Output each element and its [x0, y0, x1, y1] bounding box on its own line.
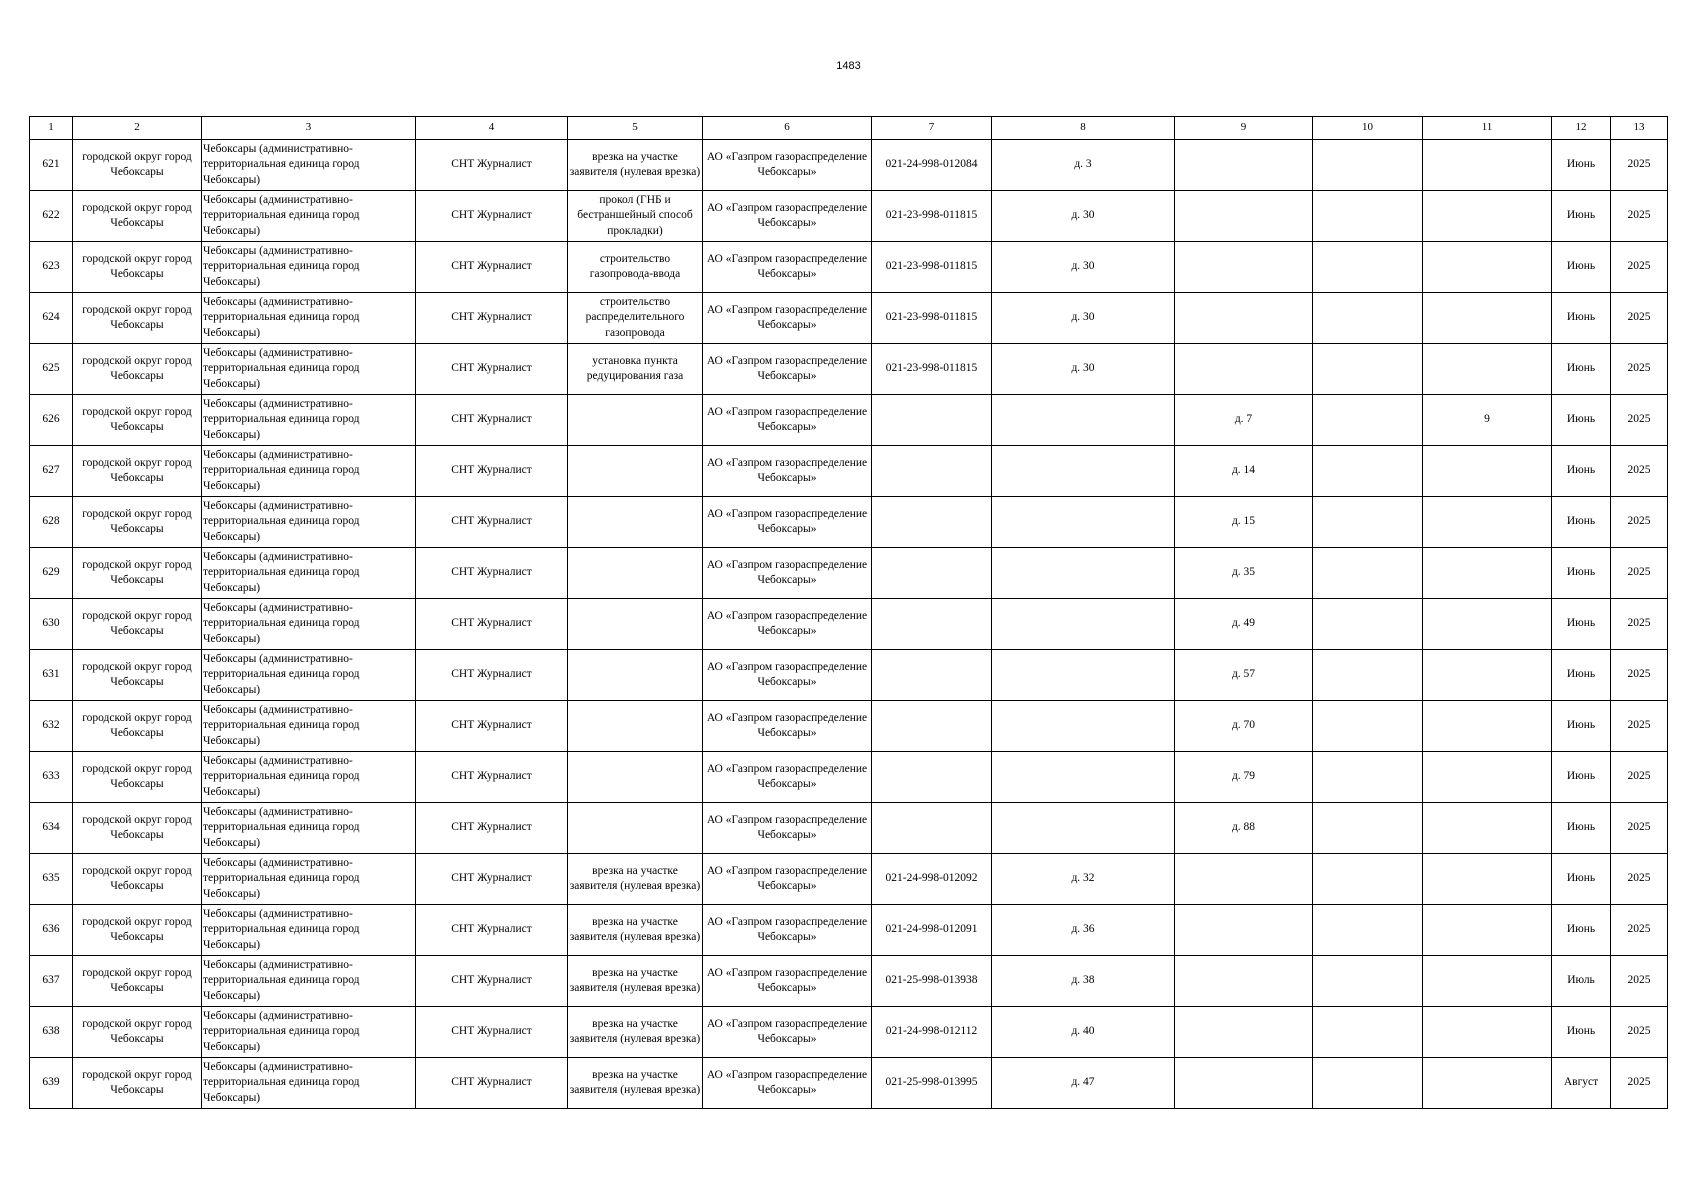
year-cell: 2025: [1611, 242, 1668, 293]
year-cell: 2025: [1611, 497, 1668, 548]
table-row: [30, 191, 1668, 242]
column-header: 3: [202, 117, 416, 140]
street-cell: СНТ Журналист: [416, 293, 568, 344]
year-cell: 2025: [1611, 140, 1668, 191]
work-type-cell: [568, 803, 703, 854]
table-row: [30, 395, 1668, 446]
month-cell: Июнь: [1552, 344, 1611, 395]
locality-cell: Чебоксары (административно-территориальная единица город Чебоксары): [202, 446, 416, 497]
district-cell: городской округ город Чебоксары: [73, 803, 202, 854]
house-cell: д. 30: [992, 242, 1175, 293]
row-number-cell: 637: [30, 956, 73, 1007]
column-10-cell: [1313, 497, 1423, 548]
row-number-cell: 635: [30, 854, 73, 905]
organization-cell: АО «Газпром газораспределение Чебоксары»: [703, 446, 872, 497]
project-code-cell: 021-24-998-012084: [872, 140, 992, 191]
project-code-cell: [872, 395, 992, 446]
column-10-cell: [1313, 293, 1423, 344]
street-cell: СНТ Журналист: [416, 344, 568, 395]
column-10-cell: [1313, 803, 1423, 854]
house-cell-alt: д. 57: [1175, 650, 1313, 701]
column-10-cell: [1313, 242, 1423, 293]
house-cell: [992, 803, 1175, 854]
organization-cell: АО «Газпром газораспределение Чебоксары»: [703, 956, 872, 1007]
column-11-cell: [1423, 140, 1552, 191]
street-cell: СНТ Журналист: [416, 854, 568, 905]
organization-cell: АО «Газпром газораспределение Чебоксары»: [703, 1058, 872, 1109]
house-cell-alt: д. 79: [1175, 752, 1313, 803]
district-cell: городской округ город Чебоксары: [73, 1058, 202, 1109]
table-row: [30, 446, 1668, 497]
month-cell: Июнь: [1552, 905, 1611, 956]
month-cell: Июнь: [1552, 701, 1611, 752]
table-row: [30, 752, 1668, 803]
column-header: 6: [703, 117, 872, 140]
column-10-cell: [1313, 956, 1423, 1007]
column-header: 7: [872, 117, 992, 140]
row-number-cell: 627: [30, 446, 73, 497]
project-code-cell: [872, 446, 992, 497]
house-cell-alt: [1175, 344, 1313, 395]
row-number-cell: 630: [30, 599, 73, 650]
column-11-cell: [1423, 956, 1552, 1007]
year-cell: 2025: [1611, 803, 1668, 854]
table-row: [30, 497, 1668, 548]
year-cell: 2025: [1611, 395, 1668, 446]
month-cell: Июнь: [1552, 140, 1611, 191]
district-cell: городской округ город Чебоксары: [73, 905, 202, 956]
row-number-cell: 638: [30, 1007, 73, 1058]
locality-cell: Чебоксары (административно-территориальная единица город Чебоксары): [202, 701, 416, 752]
column-11-cell: [1423, 497, 1552, 548]
year-cell: 2025: [1611, 344, 1668, 395]
district-cell: городской округ город Чебоксары: [73, 140, 202, 191]
work-type-cell: [568, 497, 703, 548]
street-cell: СНТ Журналист: [416, 395, 568, 446]
column-11-cell: [1423, 1058, 1552, 1109]
table-row: [30, 293, 1668, 344]
work-type-cell: врезка на участке заявителя (нулевая врезка): [568, 905, 703, 956]
organization-cell: АО «Газпром газораспределение Чебоксары»: [703, 905, 872, 956]
column-10-cell: [1313, 344, 1423, 395]
work-type-cell: [568, 548, 703, 599]
district-cell: городской округ город Чебоксары: [73, 701, 202, 752]
year-cell: 2025: [1611, 905, 1668, 956]
column-11-cell: [1423, 752, 1552, 803]
house-cell: д. 30: [992, 191, 1175, 242]
column-11-cell: [1423, 1007, 1552, 1058]
locality-cell: Чебоксары (административно-территориальная единица город Чебоксары): [202, 395, 416, 446]
work-type-cell: [568, 752, 703, 803]
month-cell: Июнь: [1552, 446, 1611, 497]
project-code-cell: 021-25-998-013938: [872, 956, 992, 1007]
row-number-cell: 628: [30, 497, 73, 548]
district-cell: городской округ город Чебоксары: [73, 650, 202, 701]
project-code-cell: 021-23-998-011815: [872, 344, 992, 395]
house-cell: д. 38: [992, 956, 1175, 1007]
house-cell: д. 47: [992, 1058, 1175, 1109]
locality-cell: Чебоксары (административно-территориальная единица город Чебоксары): [202, 650, 416, 701]
house-cell-alt: д. 70: [1175, 701, 1313, 752]
district-cell: городской округ город Чебоксары: [73, 242, 202, 293]
project-code-cell: [872, 701, 992, 752]
row-number-cell: 636: [30, 905, 73, 956]
house-cell-alt: [1175, 242, 1313, 293]
month-cell: Июнь: [1552, 191, 1611, 242]
table-row: [30, 854, 1668, 905]
work-type-cell: прокол (ГНБ и бестраншейный способ прокладки): [568, 191, 703, 242]
table-row: [30, 956, 1668, 1007]
street-cell: СНТ Журналист: [416, 701, 568, 752]
locality-cell: Чебоксары (административно-территориальная единица город Чебоксары): [202, 1007, 416, 1058]
month-cell: Июнь: [1552, 1007, 1611, 1058]
column-10-cell: [1313, 905, 1423, 956]
district-cell: городской округ город Чебоксары: [73, 395, 202, 446]
column-10-cell: [1313, 599, 1423, 650]
table-body: [30, 140, 1668, 1109]
work-type-cell: строительство распределительного газопровода: [568, 293, 703, 344]
house-cell-alt: д. 15: [1175, 497, 1313, 548]
street-cell: СНТ Журналист: [416, 956, 568, 1007]
project-code-cell: [872, 599, 992, 650]
column-11-cell: [1423, 854, 1552, 905]
house-cell: [992, 395, 1175, 446]
street-cell: СНТ Журналист: [416, 1007, 568, 1058]
street-cell: СНТ Журналист: [416, 1058, 568, 1109]
organization-cell: АО «Газпром газораспределение Чебоксары»: [703, 803, 872, 854]
house-cell-alt: [1175, 293, 1313, 344]
house-cell-alt: [1175, 854, 1313, 905]
house-cell: д. 30: [992, 293, 1175, 344]
organization-cell: АО «Газпром газораспределение Чебоксары»: [703, 242, 872, 293]
house-cell-alt: [1175, 1058, 1313, 1109]
organization-cell: АО «Газпром газораспределение Чебоксары»: [703, 650, 872, 701]
row-number-cell: 626: [30, 395, 73, 446]
organization-cell: АО «Газпром газораспределение Чебоксары»: [703, 497, 872, 548]
house-cell: [992, 599, 1175, 650]
house-cell: [992, 752, 1175, 803]
locality-cell: Чебоксары (административно-территориальная единица город Чебоксары): [202, 293, 416, 344]
month-cell: Август: [1552, 1058, 1611, 1109]
column-number-row: [30, 117, 1668, 140]
row-number-cell: 632: [30, 701, 73, 752]
work-type-cell: врезка на участке заявителя (нулевая врезка): [568, 140, 703, 191]
table-row: [30, 242, 1668, 293]
house-cell-alt: [1175, 140, 1313, 191]
column-header: 13: [1611, 117, 1668, 140]
house-cell-alt: д. 49: [1175, 599, 1313, 650]
table-row: [30, 548, 1668, 599]
project-code-cell: 021-24-998-012092: [872, 854, 992, 905]
district-cell: городской округ город Чебоксары: [73, 548, 202, 599]
locality-cell: Чебоксары (административно-территориальная единица город Чебоксары): [202, 956, 416, 1007]
project-code-cell: [872, 548, 992, 599]
project-code-cell: 021-23-998-011815: [872, 191, 992, 242]
district-cell: городской округ город Чебоксары: [73, 752, 202, 803]
row-number-cell: 625: [30, 344, 73, 395]
month-cell: Июнь: [1552, 293, 1611, 344]
column-10-cell: [1313, 1007, 1423, 1058]
locality-cell: Чебоксары (административно-территориальная единица город Чебоксары): [202, 344, 416, 395]
month-cell: Июнь: [1552, 803, 1611, 854]
project-code-cell: 021-24-998-012091: [872, 905, 992, 956]
year-cell: 2025: [1611, 599, 1668, 650]
column-11-cell: [1423, 242, 1552, 293]
house-cell: [992, 548, 1175, 599]
column-header: 9: [1175, 117, 1313, 140]
work-type-cell: врезка на участке заявителя (нулевая врезка): [568, 956, 703, 1007]
district-cell: городской округ город Чебоксары: [73, 344, 202, 395]
month-cell: Июнь: [1552, 752, 1611, 803]
table-row: [30, 344, 1668, 395]
organization-cell: АО «Газпром газораспределение Чебоксары»: [703, 854, 872, 905]
house-cell: [992, 650, 1175, 701]
locality-cell: Чебоксары (административно-территориальная единица город Чебоксары): [202, 140, 416, 191]
row-number-cell: 634: [30, 803, 73, 854]
year-cell: 2025: [1611, 854, 1668, 905]
locality-cell: Чебоксары (административно-территориальная единица город Чебоксары): [202, 599, 416, 650]
column-header: 8: [992, 117, 1175, 140]
year-cell: 2025: [1611, 650, 1668, 701]
year-cell: 2025: [1611, 191, 1668, 242]
row-number-cell: 623: [30, 242, 73, 293]
year-cell: 2025: [1611, 1058, 1668, 1109]
column-10-cell: [1313, 854, 1423, 905]
column-11-cell: [1423, 803, 1552, 854]
schedule-table: [29, 116, 1668, 1109]
locality-cell: Чебоксары (административно-территориальная единица город Чебоксары): [202, 854, 416, 905]
column-11-cell: [1423, 293, 1552, 344]
house-cell-alt: [1175, 905, 1313, 956]
table-row: [30, 1007, 1668, 1058]
locality-cell: Чебоксары (административно-территориальная единица город Чебоксары): [202, 548, 416, 599]
house-cell-alt: д. 35: [1175, 548, 1313, 599]
district-cell: городской округ город Чебоксары: [73, 446, 202, 497]
row-number-cell: 631: [30, 650, 73, 701]
organization-cell: АО «Газпром газораспределение Чебоксары»: [703, 1007, 872, 1058]
street-cell: СНТ Журналист: [416, 599, 568, 650]
project-code-cell: 021-23-998-011815: [872, 293, 992, 344]
column-10-cell: [1313, 650, 1423, 701]
district-cell: городской округ город Чебоксары: [73, 599, 202, 650]
column-header: 11: [1423, 117, 1552, 140]
column-header: 2: [73, 117, 202, 140]
year-cell: 2025: [1611, 446, 1668, 497]
house-cell: д. 3: [992, 140, 1175, 191]
organization-cell: АО «Газпром газораспределение Чебоксары»: [703, 140, 872, 191]
house-cell-alt: д. 7: [1175, 395, 1313, 446]
house-cell: [992, 701, 1175, 752]
column-11-cell: [1423, 599, 1552, 650]
house-cell: д. 32: [992, 854, 1175, 905]
year-cell: 2025: [1611, 1007, 1668, 1058]
column-10-cell: [1313, 446, 1423, 497]
district-cell: городской округ город Чебоксары: [73, 1007, 202, 1058]
column-10-cell: [1313, 752, 1423, 803]
organization-cell: АО «Газпром газораспределение Чебоксары»: [703, 752, 872, 803]
house-cell-alt: д. 14: [1175, 446, 1313, 497]
work-type-cell: установка пункта редуцирования газа: [568, 344, 703, 395]
row-number-cell: 629: [30, 548, 73, 599]
work-type-cell: строительство газопровода-ввода: [568, 242, 703, 293]
column-header: 10: [1313, 117, 1423, 140]
work-type-cell: [568, 395, 703, 446]
month-cell: Июнь: [1552, 854, 1611, 905]
street-cell: СНТ Журналист: [416, 497, 568, 548]
organization-cell: АО «Газпром газораспределение Чебоксары»: [703, 599, 872, 650]
organization-cell: АО «Газпром газораспределение Чебоксары»: [703, 395, 872, 446]
locality-cell: Чебоксары (административно-территориальная единица город Чебоксары): [202, 1058, 416, 1109]
locality-cell: Чебоксары (административно-территориальная единица город Чебоксары): [202, 191, 416, 242]
project-code-cell: 021-24-998-012112: [872, 1007, 992, 1058]
street-cell: СНТ Журналист: [416, 752, 568, 803]
project-code-cell: 021-23-998-011815: [872, 242, 992, 293]
locality-cell: Чебоксары (административно-территориальная единица город Чебоксары): [202, 497, 416, 548]
column-11-cell: [1423, 548, 1552, 599]
column-11-cell: [1423, 701, 1552, 752]
table-row: [30, 650, 1668, 701]
month-cell: Июнь: [1552, 599, 1611, 650]
street-cell: СНТ Журналист: [416, 905, 568, 956]
month-cell: Июль: [1552, 956, 1611, 1007]
column-10-cell: [1313, 191, 1423, 242]
street-cell: СНТ Журналист: [416, 803, 568, 854]
column-11-cell: [1423, 446, 1552, 497]
column-header: 5: [568, 117, 703, 140]
row-number-cell: 624: [30, 293, 73, 344]
project-code-cell: [872, 650, 992, 701]
street-cell: СНТ Журналист: [416, 140, 568, 191]
row-number-cell: 633: [30, 752, 73, 803]
organization-cell: АО «Газпром газораспределение Чебоксары»: [703, 344, 872, 395]
row-number-cell: 622: [30, 191, 73, 242]
year-cell: 2025: [1611, 548, 1668, 599]
work-type-cell: врезка на участке заявителя (нулевая врезка): [568, 854, 703, 905]
locality-cell: Чебоксары (административно-территориальная единица город Чебоксары): [202, 242, 416, 293]
organization-cell: АО «Газпром газораспределение Чебоксары»: [703, 701, 872, 752]
column-header: 1: [30, 117, 73, 140]
year-cell: 2025: [1611, 293, 1668, 344]
house-cell: [992, 446, 1175, 497]
row-number-cell: 621: [30, 140, 73, 191]
column-header: 12: [1552, 117, 1611, 140]
district-cell: городской округ город Чебоксары: [73, 293, 202, 344]
row-number-cell: 639: [30, 1058, 73, 1109]
work-type-cell: врезка на участке заявителя (нулевая врезка): [568, 1007, 703, 1058]
street-cell: СНТ Журналист: [416, 191, 568, 242]
district-cell: городской округ город Чебоксары: [73, 497, 202, 548]
column-10-cell: [1313, 1058, 1423, 1109]
year-cell: 2025: [1611, 956, 1668, 1007]
year-cell: 2025: [1611, 752, 1668, 803]
project-code-cell: 021-25-998-013995: [872, 1058, 992, 1109]
table-row: [30, 140, 1668, 191]
street-cell: СНТ Журналист: [416, 548, 568, 599]
organization-cell: АО «Газпром газораспределение Чебоксары»: [703, 293, 872, 344]
house-cell: [992, 497, 1175, 548]
column-10-cell: [1313, 395, 1423, 446]
column-10-cell: [1313, 140, 1423, 191]
page-number: 1483: [836, 60, 861, 72]
month-cell: Июнь: [1552, 497, 1611, 548]
month-cell: Июнь: [1552, 242, 1611, 293]
house-cell-alt: [1175, 956, 1313, 1007]
table-row: [30, 803, 1668, 854]
district-cell: городской округ город Чебоксары: [73, 956, 202, 1007]
project-code-cell: [872, 497, 992, 548]
month-cell: Июнь: [1552, 650, 1611, 701]
locality-cell: Чебоксары (административно-территориальная единица город Чебоксары): [202, 905, 416, 956]
house-cell: д. 36: [992, 905, 1175, 956]
project-code-cell: [872, 752, 992, 803]
locality-cell: Чебоксары (административно-территориальная единица город Чебоксары): [202, 752, 416, 803]
house-cell-alt: д. 88: [1175, 803, 1313, 854]
work-type-cell: врезка на участке заявителя (нулевая врезка): [568, 1058, 703, 1109]
month-cell: Июнь: [1552, 548, 1611, 599]
column-header: 4: [416, 117, 568, 140]
year-cell: 2025: [1611, 701, 1668, 752]
district-cell: городской округ город Чебоксары: [73, 854, 202, 905]
district-cell: городской округ город Чебоксары: [73, 191, 202, 242]
work-type-cell: [568, 599, 703, 650]
house-cell-alt: [1175, 1007, 1313, 1058]
street-cell: СНТ Журналист: [416, 242, 568, 293]
table-row: [30, 701, 1668, 752]
project-code-cell: [872, 803, 992, 854]
street-cell: СНТ Журналист: [416, 446, 568, 497]
house-cell-alt: [1175, 191, 1313, 242]
house-cell: д. 40: [992, 1007, 1175, 1058]
column-10-cell: [1313, 701, 1423, 752]
column-11-cell: [1423, 191, 1552, 242]
work-type-cell: [568, 701, 703, 752]
locality-cell: Чебоксары (административно-территориальная единица город Чебоксары): [202, 803, 416, 854]
column-11-cell: [1423, 905, 1552, 956]
organization-cell: АО «Газпром газораспределение Чебоксары»: [703, 191, 872, 242]
column-11-cell: [1423, 344, 1552, 395]
table-row: [30, 1058, 1668, 1109]
street-cell: СНТ Журналист: [416, 650, 568, 701]
month-cell: Июнь: [1552, 395, 1611, 446]
column-11-cell: 9: [1423, 395, 1552, 446]
table-row: [30, 905, 1668, 956]
house-cell: д. 30: [992, 344, 1175, 395]
work-type-cell: [568, 650, 703, 701]
organization-cell: АО «Газпром газораспределение Чебоксары»: [703, 548, 872, 599]
column-10-cell: [1313, 548, 1423, 599]
table-row: [30, 599, 1668, 650]
work-type-cell: [568, 446, 703, 497]
column-11-cell: [1423, 650, 1552, 701]
